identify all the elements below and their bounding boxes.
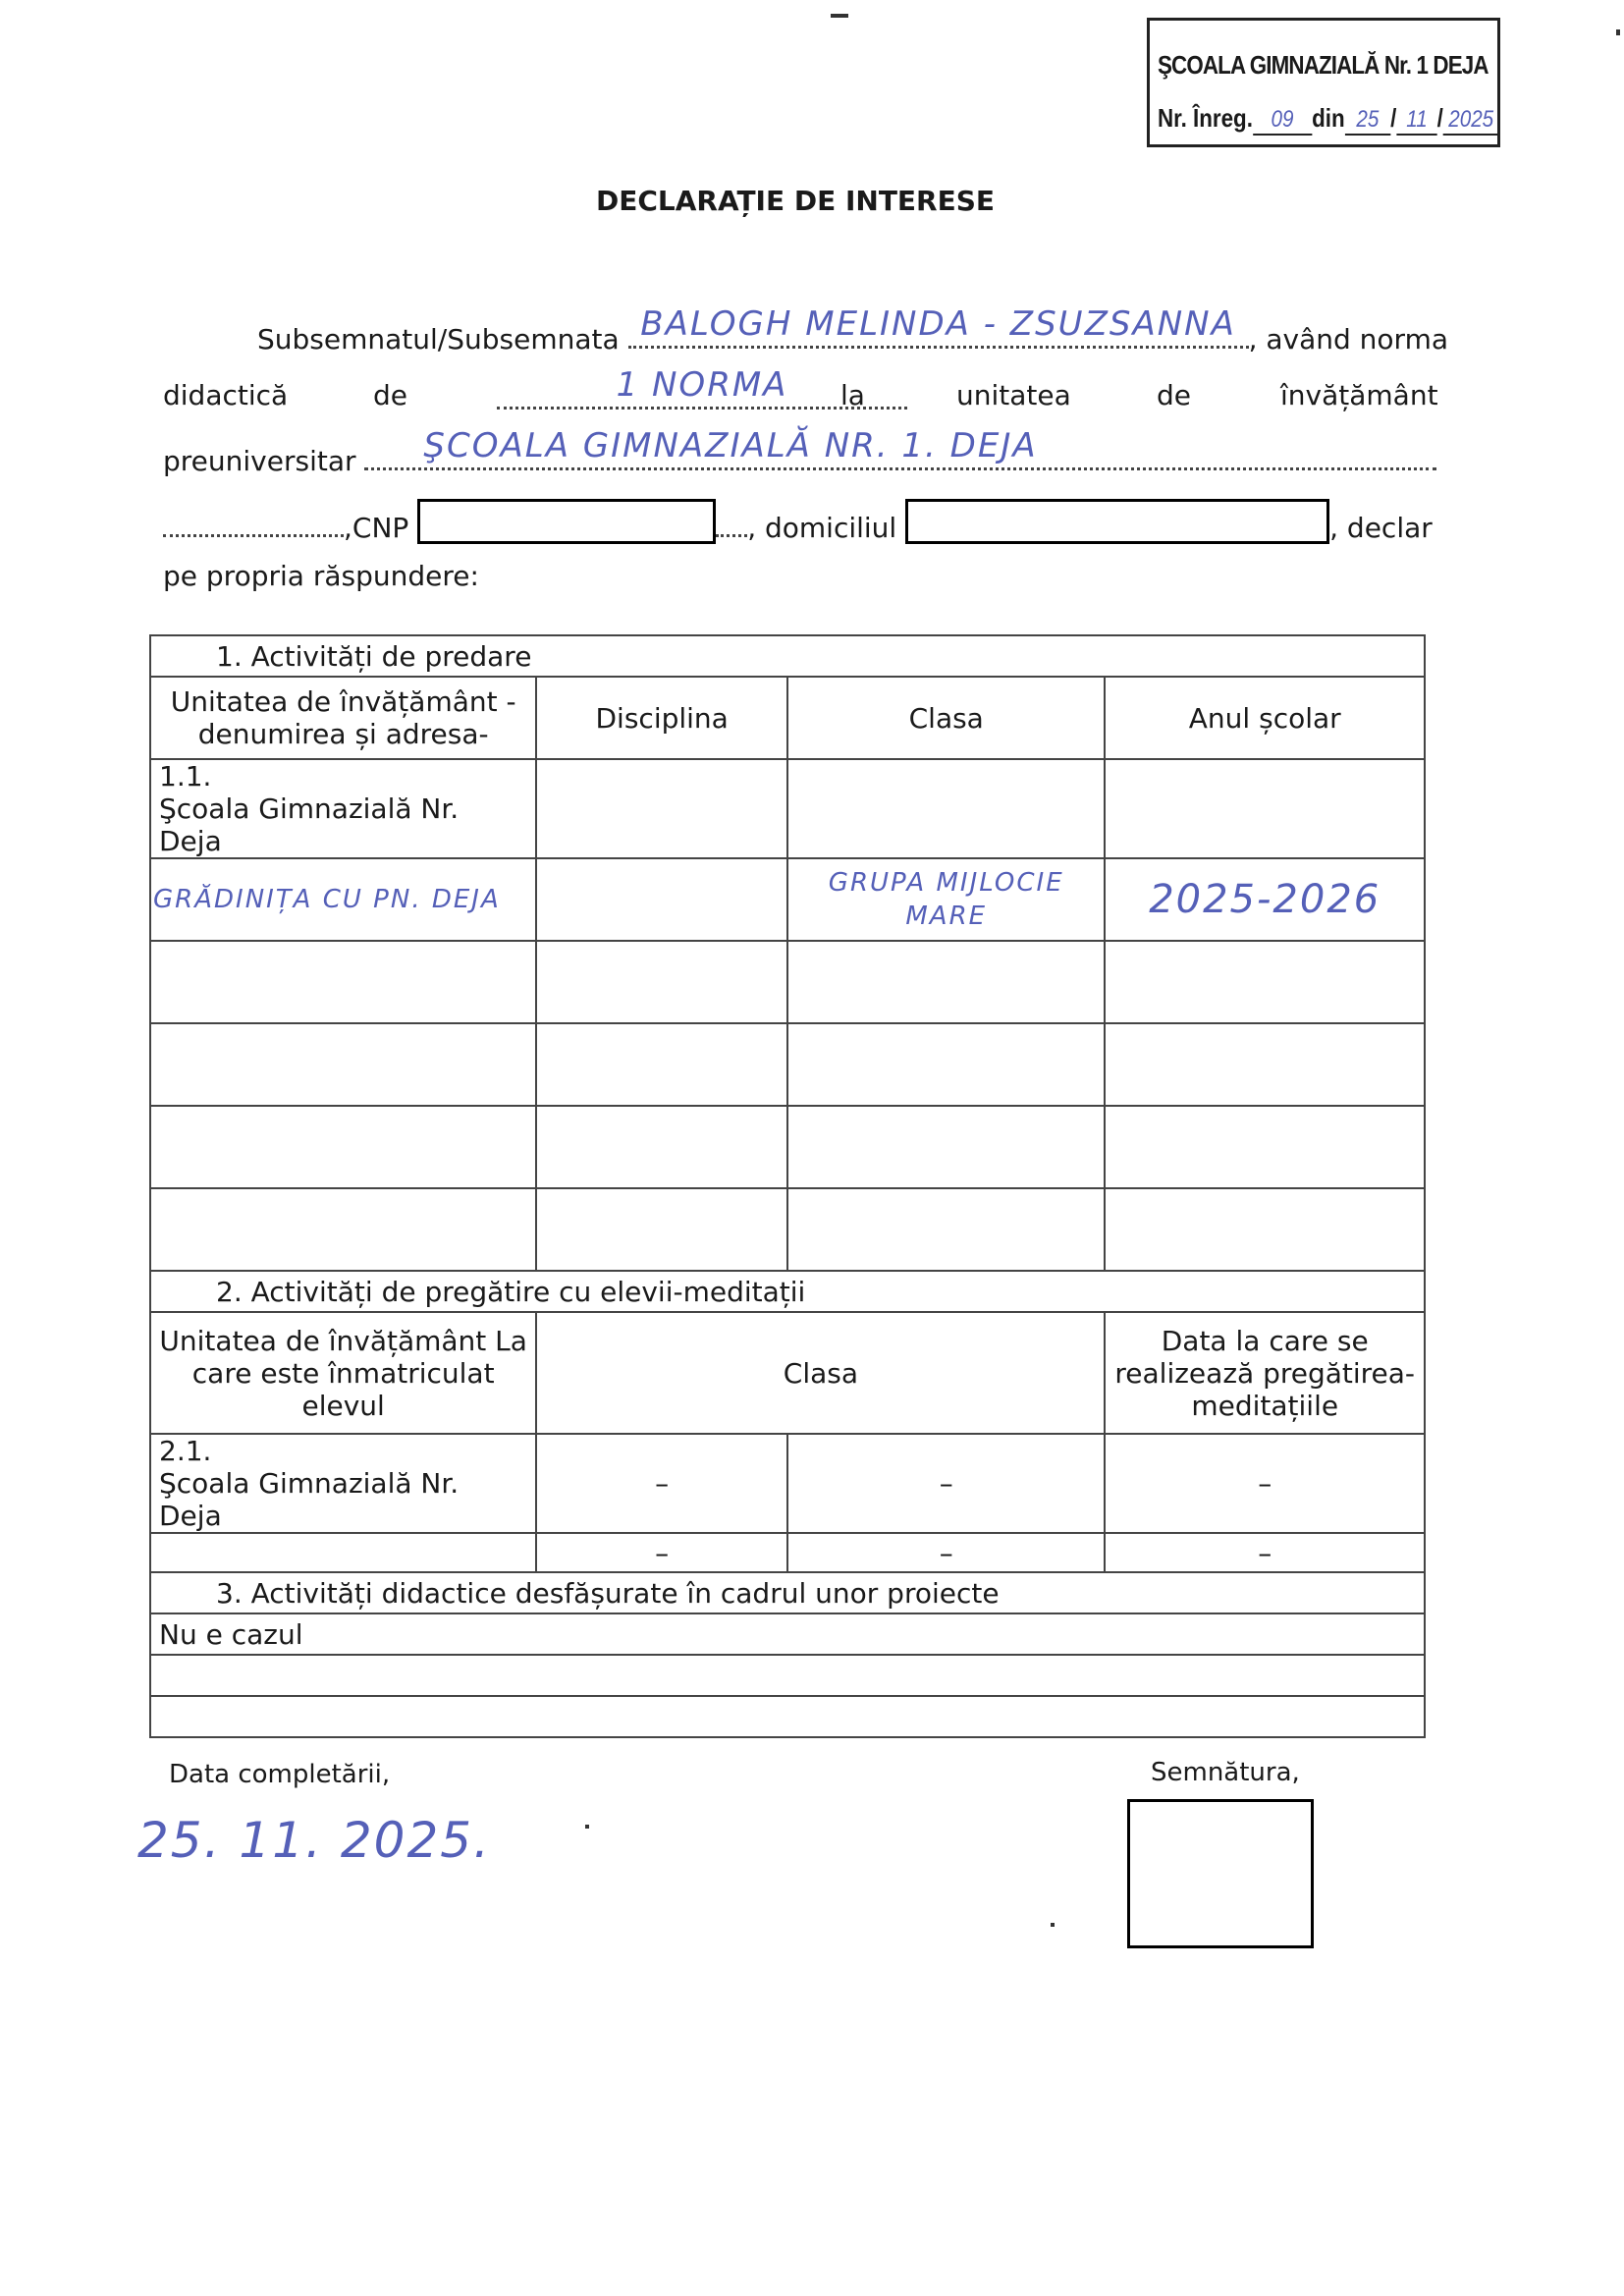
pe-propria-raspundere: pe propria răspundere:	[163, 560, 479, 592]
intro-line-1	[257, 304, 1448, 355]
avand-norma-label: , având norma	[1248, 323, 1448, 355]
section3-row1: Nu e cazul	[150, 1613, 1425, 1655]
scan-speck	[831, 14, 848, 18]
stamp-registration-line: Nr. Înreg. 09 din 25 / 11 / 2025	[1158, 103, 1499, 136]
cell	[787, 1023, 1105, 1106]
header-clasa: Clasa	[787, 677, 1105, 759]
cell	[536, 941, 787, 1023]
section2-row-2	[150, 1533, 1425, 1572]
section2-title-row	[150, 1271, 1425, 1312]
header-unitatea: Unitatea de învățământ -denumirea și adresa-	[150, 677, 536, 759]
section1-row1-unit	[150, 759, 536, 858]
section1-row1-number: 1.1.	[159, 760, 212, 793]
dash: –	[787, 1533, 1105, 1572]
s2-header-unitatea: Unitatea de învățământ La care este înmatriculat elevul	[150, 1312, 536, 1434]
header-disciplina: Disciplina	[536, 677, 787, 759]
cell	[1105, 941, 1425, 1023]
section1-row-empty	[150, 941, 1425, 1023]
scan-speck	[1616, 29, 1620, 35]
domiciliu-redacted-box	[905, 499, 1329, 544]
section2-row1-number: 2.1.	[159, 1435, 212, 1467]
header-anul-scolar: Anul școlar	[1105, 677, 1425, 759]
unitatea-label: unitatea	[956, 379, 1071, 411]
section1-title: 1. Activități de predare	[150, 635, 1425, 677]
section3-title: 3. Activități didactice desfășurate în cadrul unor proiecte	[150, 1572, 1425, 1613]
signature-redacted-box	[1127, 1799, 1314, 1948]
declar-label: , declar	[1329, 512, 1433, 544]
interests-table	[149, 634, 1426, 1738]
subsemnatul-label: Subsemnatul/Subsemnata	[257, 323, 620, 355]
s2-header-clasa: Clasa	[536, 1312, 1105, 1434]
cell	[787, 759, 1105, 858]
cell	[150, 1106, 536, 1188]
section2-title: 2. Activități de pregătire cu elevii-meditații	[150, 1271, 1425, 1312]
dash: –	[787, 1434, 1105, 1533]
stamp-date-day: 25	[1345, 106, 1390, 136]
intro-line-4	[163, 499, 1433, 544]
section1-row2-unit: GRĂDINIȚA CU PN. DEJA	[150, 858, 536, 941]
section1-row-empty	[150, 1188, 1425, 1271]
cell	[150, 1188, 536, 1271]
cell	[536, 1023, 787, 1106]
cell	[1105, 759, 1425, 858]
cell	[150, 1655, 1425, 1696]
leading-dots	[163, 507, 344, 537]
section3-row-empty	[150, 1696, 1425, 1737]
section2-row1-unit	[150, 1434, 536, 1533]
cnp-label: ,CNP	[344, 512, 409, 544]
section3-title-row	[150, 1572, 1425, 1613]
section1-row2-clasa: GRUPA MIJLOCIE MARE	[787, 858, 1105, 941]
cnp-dots	[716, 507, 747, 537]
section1-title-row	[150, 635, 1425, 677]
name-field	[628, 304, 1249, 349]
section1-row1-school: Şcoala Gimnazială Nr. Deja	[159, 793, 460, 857]
invatamant-label: învățământ	[1280, 379, 1438, 411]
section1-row-empty	[150, 1106, 1425, 1188]
norma-value: 1 NORMA	[616, 365, 788, 405]
section3-row-empty	[150, 1655, 1425, 1696]
la-label: la	[840, 379, 865, 411]
cell	[150, 1533, 536, 1572]
section1-row-empty	[150, 1023, 1425, 1106]
cell	[1105, 1188, 1425, 1271]
cell	[787, 1188, 1105, 1271]
cnp-redacted-box	[417, 499, 716, 544]
section3-row-1	[150, 1613, 1425, 1655]
dash: –	[1105, 1434, 1425, 1533]
registration-stamp	[1147, 18, 1500, 147]
cell	[787, 941, 1105, 1023]
stamp-nr-label: Nr. Înreg.	[1158, 103, 1253, 133]
signature-label: Semnătura,	[1151, 1758, 1300, 1787]
de-label: de	[373, 379, 407, 411]
cell	[150, 1696, 1425, 1737]
cell	[150, 1023, 536, 1106]
section1-row-1	[150, 759, 1425, 858]
section2-header-row	[150, 1312, 1425, 1434]
cell	[536, 759, 787, 858]
didactica-label: didactică	[163, 379, 289, 411]
scan-speck	[1051, 1923, 1055, 1927]
dash: –	[536, 1533, 787, 1572]
document-title: DECLARAȚIE DE INTERESE	[595, 185, 996, 217]
date-completed-label: Data completării,	[169, 1760, 391, 1789]
cell	[536, 1106, 787, 1188]
intro-line-2	[163, 365, 1438, 416]
dash: –	[536, 1434, 787, 1533]
de2-label: de	[1157, 379, 1191, 411]
cell	[1105, 1106, 1425, 1188]
section1-header-row	[150, 677, 1425, 759]
stamp-date-year: 2025	[1443, 106, 1499, 136]
domiciliul-label: , domiciliul	[747, 512, 897, 544]
preuniversitar-label: preuniversitar	[163, 445, 356, 477]
date-completed-value: 25. 11. 2025.	[137, 1812, 491, 1869]
cell	[787, 1106, 1105, 1188]
stamp-din-label: din	[1312, 103, 1345, 133]
cell	[536, 1188, 787, 1271]
cell	[536, 858, 787, 941]
dash: –	[1105, 1533, 1425, 1572]
unit-field	[364, 426, 1436, 470]
cell	[150, 941, 536, 1023]
name-value: BALOGH MELINDA - ZSUZSANNA	[640, 304, 1236, 344]
scan-speck	[585, 1825, 589, 1829]
stamp-date-month: 11	[1396, 106, 1436, 136]
unit-value: ŞCOALA GIMNAZIALĂ NR. 1. DEJA	[423, 426, 1038, 465]
section2-row-1	[150, 1434, 1425, 1533]
stamp-school-name: ŞCOALA GIMNAZIALĂ Nr. 1 DEJA	[1158, 50, 1489, 80]
section2-row1-school: Şcoala Gimnazială Nr. Deja	[159, 1467, 460, 1532]
stamp-nr-value: 09	[1253, 106, 1312, 136]
s2-header-data: Data la care se realizează pregătirea-meditațiile	[1105, 1312, 1425, 1434]
intro-line-3	[163, 426, 1436, 477]
cell	[1105, 1023, 1425, 1106]
section1-row-2	[150, 858, 1425, 941]
section1-row2-an: 2025-2026	[1105, 858, 1425, 941]
